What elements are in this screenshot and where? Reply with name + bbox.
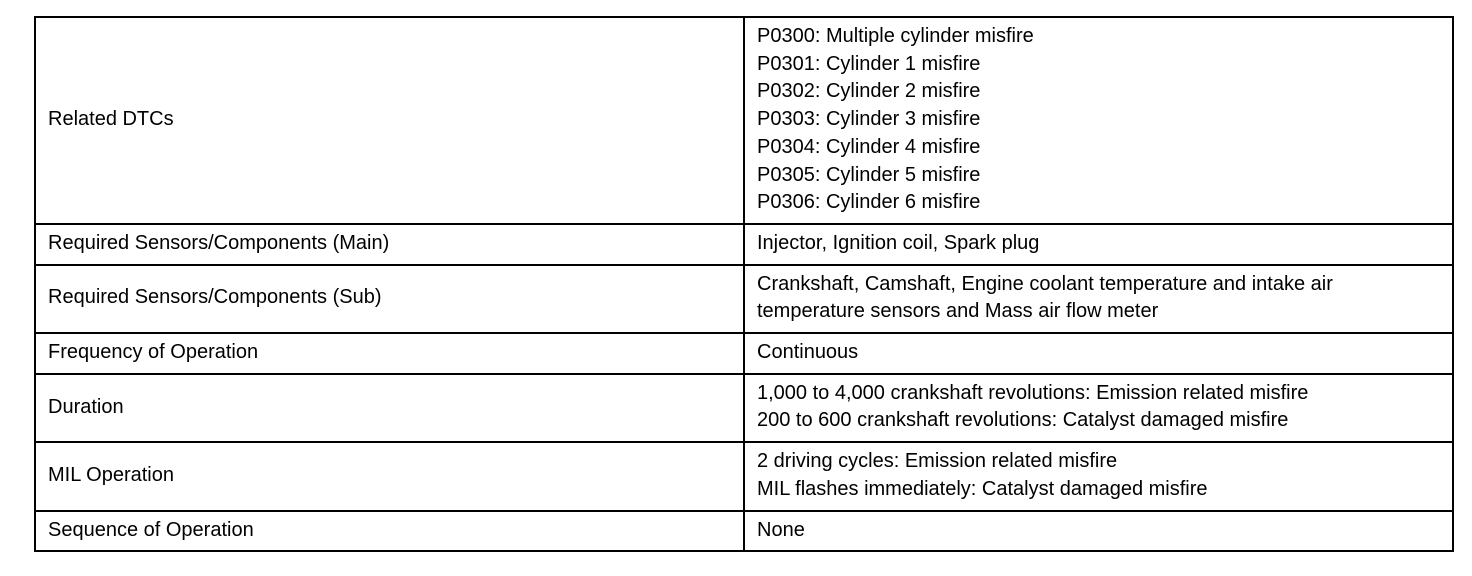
label-cell	[35, 17, 744, 224]
value-text: MIL flashes immediately: Catalyst damaged misfire	[757, 477, 1208, 500]
value-text: Continuous	[757, 341, 859, 364]
dtc-item: P0305: Cylinder 5 misfire	[757, 163, 981, 186]
row-label: Frequency of Operation	[48, 341, 259, 364]
label-cell	[35, 511, 744, 552]
value-cell	[744, 374, 1453, 442]
value-text: Crankshaft, Camshaft, Engine coolant temperature and intake air temperature sensors and Mass air flow meter	[757, 272, 1333, 323]
label-cell	[35, 224, 744, 265]
value-text: None	[757, 518, 805, 541]
table-row-frequency	[35, 333, 1453, 374]
dtc-item: P0304: Cylinder 4 misfire	[757, 135, 981, 158]
dtc-item: P0303: Cylinder 3 misfire	[757, 108, 981, 131]
table-row-required-sub	[35, 265, 1453, 333]
label-cell	[35, 265, 744, 333]
label-cell	[35, 442, 744, 510]
table-row-mil-operation	[35, 442, 1453, 510]
value-text: 2 driving cycles: Emission related misfire	[757, 450, 1118, 473]
value-text: Injector, Ignition coil, Spark plug	[757, 231, 1040, 254]
dtc-item: P0302: Cylinder 2 misfire	[757, 80, 981, 103]
label-cell	[35, 374, 744, 442]
dtc-item: P0300: Multiple cylinder misfire	[757, 25, 1034, 47]
row-label: Related DTCs	[48, 108, 174, 131]
value-text: 200 to 600 crankshaft revolutions: Catalyst damaged misfire	[757, 409, 1289, 432]
value-text: 1,000 to 4,000 crankshaft revolutions: Emission related misfire	[757, 381, 1309, 404]
row-label: Required Sensors/Components (Sub)	[48, 286, 382, 309]
table-row-duration	[35, 374, 1453, 442]
value-cell	[744, 265, 1453, 333]
value-cell	[744, 17, 1453, 224]
value-cell	[744, 333, 1453, 374]
value-cell	[744, 511, 1453, 552]
table-row-required-main	[35, 224, 1453, 265]
monitor-spec-table	[34, 16, 1454, 552]
row-label: Required Sensors/Components (Main)	[48, 231, 390, 254]
label-cell	[35, 333, 744, 374]
row-label: Duration	[48, 395, 124, 418]
row-label: MIL Operation	[48, 463, 174, 486]
value-cell	[744, 224, 1453, 265]
table-row-related-dtcs	[35, 17, 1453, 224]
dtc-item: P0301: Cylinder 1 misfire	[757, 52, 981, 75]
table-row-sequence	[35, 511, 1453, 552]
row-label: Sequence of Operation	[48, 518, 254, 541]
dtc-item: P0306: Cylinder 6 misfire	[757, 191, 981, 214]
value-cell	[744, 442, 1453, 510]
